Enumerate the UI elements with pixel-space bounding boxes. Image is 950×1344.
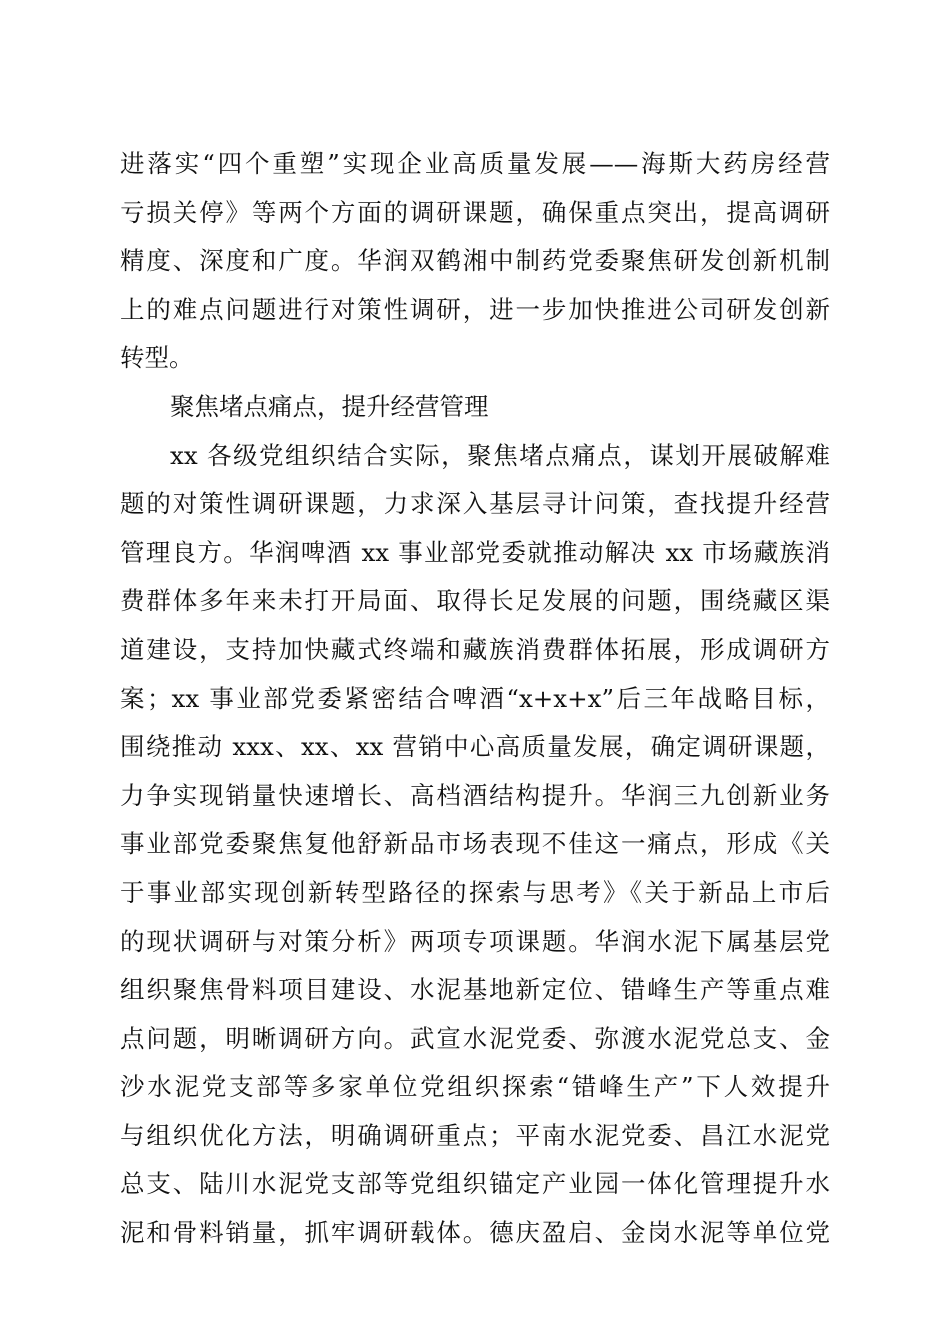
paragraph-research-topics bbox=[120, 140, 830, 383]
text-line: 转型。 bbox=[120, 343, 194, 373]
text-line: 沙水泥党支部等多家单位党组织探索“错峰生产”下人效提升 bbox=[120, 1072, 830, 1102]
text-line: 事业部党委聚焦复他舒新品市场表现不佳这一痛点，形成《关 bbox=[120, 829, 830, 859]
text-line: 力争实现销量快速增长、高档酒结构提升。华润三九创新业务 bbox=[120, 780, 830, 810]
text-line: 于事业部实现创新转型路径的探索与思考》《关于新品上市后 bbox=[120, 877, 830, 907]
text-line: 泥和骨料销量，抓牢调研载体。德庆盈启、金岗水泥等单位党 bbox=[120, 1218, 830, 1248]
section-heading: 聚焦堵点痛点，提升经营管理 bbox=[170, 391, 489, 421]
document-body bbox=[120, 140, 830, 1258]
text-line: xx 各级党组织结合实际，聚焦堵点痛点，谋划开展破解难 bbox=[170, 440, 830, 470]
text-line: 点问题，明晰调研方向。武宣水泥党委、弥渡水泥党总支、金 bbox=[120, 1023, 830, 1053]
text-line: 精度、深度和广度。华润双鹤湘中制药党委聚焦研发创新机制 bbox=[120, 246, 830, 276]
text-line: 与组织优化方法，明确调研重点；平南水泥党委、昌江水泥党 bbox=[120, 1120, 830, 1150]
text-line: 题的对策性调研课题，力求深入基层寻计问策，查找提升经营 bbox=[120, 489, 830, 519]
text-line: 组织聚焦骨料项目建设、水泥基地新定位、错峰生产等重点难 bbox=[120, 975, 830, 1005]
text-line: 费群体多年来未打开局面、取得长足发展的问题，围绕藏区渠 bbox=[120, 586, 830, 616]
text-line: 围绕推动 xxx、xx、xx 营销中心高质量发展，确定调研课题， bbox=[120, 732, 830, 762]
text-line: 的现状调研与对策分析》两项专项课题。华润水泥下属基层党 bbox=[120, 926, 830, 956]
paragraph-pain-points bbox=[120, 432, 830, 1258]
text-line: 总支、陆川水泥党支部等党组织锚定产业园一体化管理提升水 bbox=[120, 1169, 830, 1199]
text-line: 进落实“四个重塑”实现企业高质量发展——海斯大药房经营 bbox=[120, 149, 830, 178]
text-line: 道建设，支持加快藏式终端和藏族消费群体拓展，形成调研方 bbox=[120, 634, 830, 664]
text-line: 管理良方。华润啤酒 xx 事业部党委就推动解决 xx 市场藏族消 bbox=[120, 537, 830, 567]
text-line: 上的难点问题进行对策性调研，进一步加快推进公司研发创新 bbox=[120, 294, 830, 324]
text-line: 案；xx 事业部党委紧密结合啤酒“x+x+x”后三年战略目标， bbox=[120, 683, 830, 713]
text-line: 亏损关停》等两个方面的调研课题，确保重点突出，提高调研 bbox=[120, 197, 830, 227]
